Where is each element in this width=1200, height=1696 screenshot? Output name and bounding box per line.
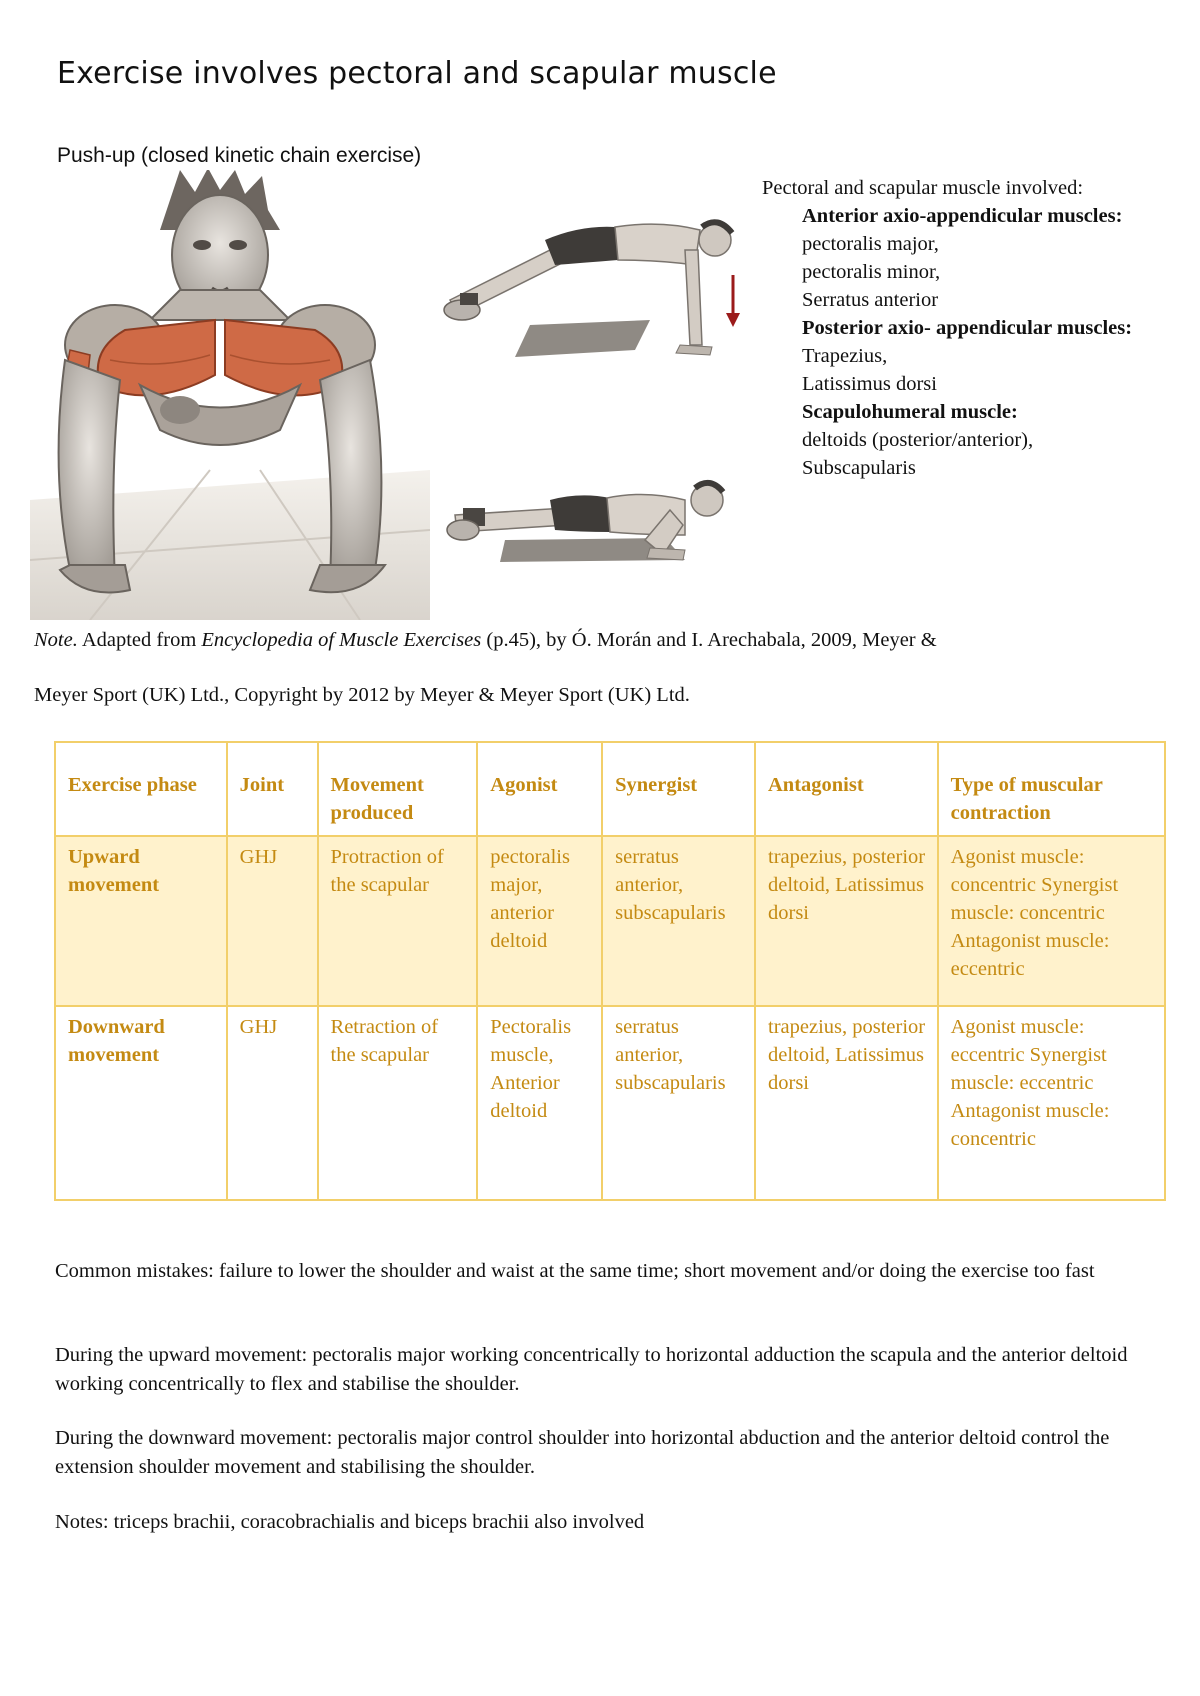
notes-paragraph: Notes: triceps brachii, coracobrachialis and biceps brachii also involved xyxy=(55,1511,645,1533)
table-header: Antagonist xyxy=(755,742,938,836)
muscle-item: pectoralis major, xyxy=(802,233,939,255)
muscle-analysis-table xyxy=(54,741,1166,1201)
table-cell: GHJ xyxy=(227,836,318,1006)
exercise-subtitle: Push-up (closed kinetic chain exercise) xyxy=(57,144,422,167)
muscle-item: Subscapularis xyxy=(802,457,916,479)
downward-movement-paragraph: During the downward movement: pectoralis major control shoulder into horizontal abduction and the anterior deltoid control the extension shoulder movement and stabilising the shoulder. xyxy=(55,1427,1110,1478)
table-header: Agonist xyxy=(477,742,602,836)
muscle-item: Trapezius, xyxy=(802,345,888,367)
muscle-item: Latissimus dorsi xyxy=(802,373,937,395)
table-cell: GHJ xyxy=(227,1006,318,1200)
table-cell: trapezius, posterior deltoid, Latissimus dorsi xyxy=(755,1006,938,1200)
muscle-group-anterior xyxy=(762,202,1182,314)
table-cell: Agonist muscle: eccentric Synergist muscle: eccentric Antagonist muscle: concentric xyxy=(938,1006,1165,1200)
table-cell: trapezius, posterior deltoid, Latissimus dorsi xyxy=(755,836,938,1006)
muscle-item: Serratus anterior xyxy=(802,289,939,311)
pushup-anatomy-illustration xyxy=(30,170,430,620)
figure-note-line2: Meyer Sport (UK) Ltd., Copyright by 2012 by Meyer & Meyer Sport (UK) Ltd. xyxy=(34,684,690,706)
table-header: Type of muscular contraction xyxy=(938,742,1165,836)
table-cell: Upward movement xyxy=(55,836,227,1006)
muscle-group-heading: Scapulohumeral muscle: xyxy=(802,401,1018,423)
muscle-group-heading: Posterior axio- appendicular muscles: xyxy=(802,317,1133,339)
muscle-group-posterior xyxy=(762,314,1182,398)
table-row xyxy=(55,1006,1165,1200)
note-label: Note. xyxy=(34,629,78,651)
figure-note xyxy=(34,629,1174,652)
table-header: Joint xyxy=(227,742,318,836)
table-header: Movement produced xyxy=(318,742,478,836)
note-post: (p.45), by Ó. Morán and I. Arechabala, 2009, Meyer & xyxy=(481,629,937,651)
table-cell: Downward movement xyxy=(55,1006,227,1200)
table-cell: Agonist muscle: concentric Synergist muscle: concentric Antagonist muscle: eccentric xyxy=(938,836,1165,1006)
table-cell: Protraction of the scapular xyxy=(318,836,478,1006)
page-title: Exercise involves pectoral and scapular muscle xyxy=(57,56,777,91)
table-cell: pectoralis major, anterior deltoid xyxy=(477,836,602,1006)
table-header-row xyxy=(55,742,1165,836)
pushup-up-position-illustration xyxy=(440,205,740,385)
muscle-item: deltoids (posterior/anterior), xyxy=(802,429,1034,451)
muscles-involved-list xyxy=(762,174,1182,482)
pushup-down-position-illustration xyxy=(445,470,745,580)
table-row xyxy=(55,836,1165,1006)
note-pre: Adapted from xyxy=(77,629,202,651)
table-header: Exercise phase xyxy=(55,742,227,836)
table-header: Synergist xyxy=(602,742,755,836)
table-cell: serratus anterior, subscapularis xyxy=(602,836,755,1006)
muscles-intro: Pectoral and scapular muscle involved: xyxy=(762,177,1084,199)
muscle-group-scapulohumeral xyxy=(762,398,1182,482)
table-cell: serratus anterior, subscapularis xyxy=(602,1006,755,1200)
note-book-title: Encyclopedia of Muscle Exercises xyxy=(201,629,482,651)
table-cell: Retraction of the scapular xyxy=(318,1006,478,1200)
upward-movement-paragraph: During the upward movement: pectoralis major working concentrically to horizontal adduction the scapula and the anterior deltoid working concentrically to flex and stabilise the shoulder. xyxy=(55,1344,1128,1395)
muscle-item: pectoralis minor, xyxy=(802,261,941,283)
common-mistakes-paragraph: Common mistakes: failure to lower the shoulder and waist at the same time; short movement and/or doing the exercise too fast xyxy=(55,1260,1095,1282)
muscle-group-heading: Anterior axio-appendicular muscles: xyxy=(802,205,1123,227)
table-cell: Pectoralis muscle, Anterior deltoid xyxy=(477,1006,602,1200)
